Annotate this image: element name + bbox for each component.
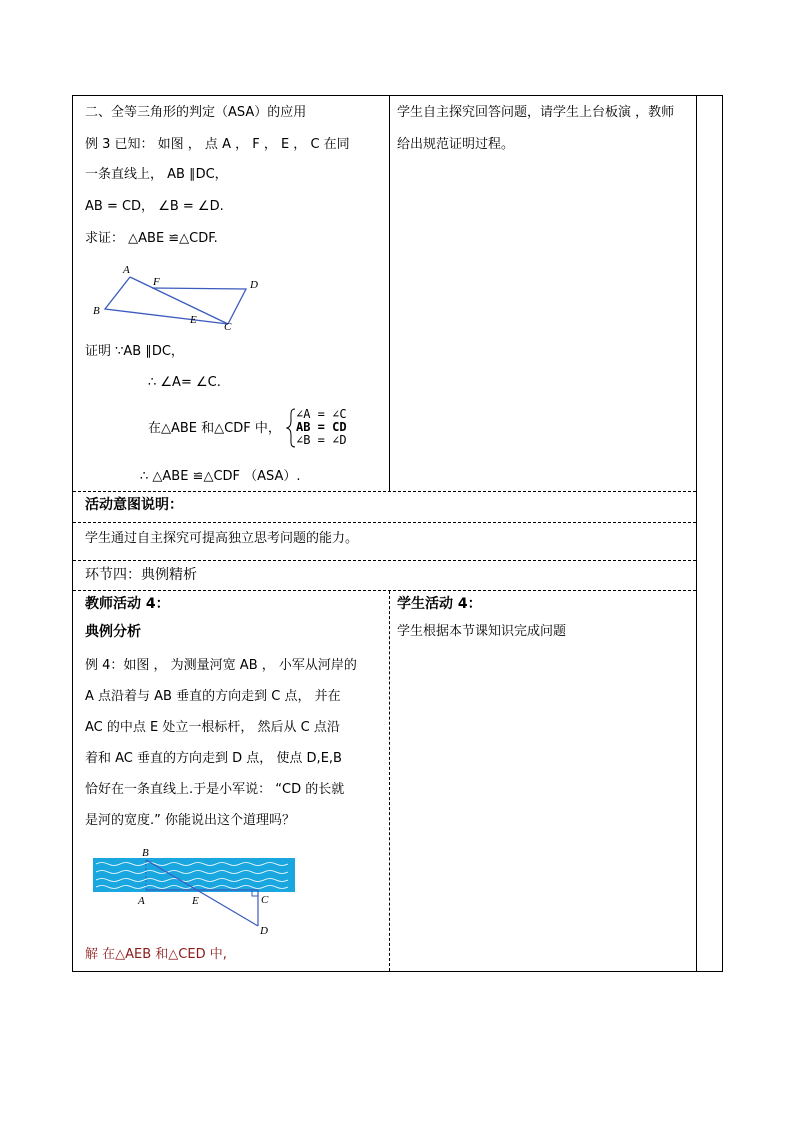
figure1-label-a: A — [123, 264, 130, 276]
proof-brace-line1: ∠A = ∠C — [296, 407, 347, 421]
example3-line3: AB = CD， ∠B = ∠D. — [85, 199, 224, 214]
separator-section4 — [73, 560, 696, 561]
figure1-triangle-abc — [105, 277, 228, 324]
proof-line2: ∴ ∠A= ∠C. — [148, 375, 221, 390]
proof-line1: 证明 ∵AB ∥DC， — [85, 344, 184, 359]
column-divider-top — [389, 95, 390, 492]
example3-line2: 一条直线上， AB ∥DC， — [85, 167, 228, 182]
separator-intent-text — [73, 522, 696, 523]
teacher-activity-title: 教师活动 4： — [85, 596, 170, 612]
example4-line4: 着和 AC 垂直的方向走到 D 点， 使点 D,E,B — [85, 751, 342, 766]
example4-line6: 是河的宽度.” 你能说出这个道理吗？ — [85, 813, 295, 828]
figure2-label-c: C — [261, 894, 269, 906]
figure1-label-d: D — [250, 279, 258, 291]
figure1-label-b: B — [93, 305, 100, 317]
separator-activities — [73, 590, 696, 591]
table-inner-right — [696, 95, 697, 972]
figure-triangles — [88, 258, 268, 336]
student-text-line2: 给出规范证明过程。 — [397, 137, 515, 152]
figure2-label-a: A — [138, 895, 145, 907]
figure-river — [88, 846, 300, 938]
example4-line2: A 点沿着与 AB 垂直的方向走到 C 点， 并在 — [85, 689, 341, 704]
figure2-label-e: E — [192, 895, 199, 907]
example4-line3: AC 的中点 E 处立一根标杆， 然后从 C 点沿 — [85, 720, 340, 735]
intent-title: 活动意图说明： — [85, 497, 183, 513]
example4-line1: 例 4：如图 ， 为测量河宽 AB ， 小军从河岸的 — [85, 658, 357, 673]
figure1-label-e: E — [190, 314, 197, 326]
section-heading: 二、全等三角形的判定（ASA）的应用 — [85, 105, 307, 120]
section4-title: 环节四：典例精析 — [85, 567, 197, 583]
student-activity-title: 学生活动 4： — [397, 596, 482, 612]
teacher-activity-subtitle: 典例分析 — [85, 624, 141, 640]
proof-brace-line2: AB = CD — [296, 420, 347, 434]
proof-conclusion: ∴ △ABE ≌△CDF （ASA）. — [140, 469, 301, 484]
figure1-label-c: C — [224, 321, 232, 333]
figure2-label-b: B — [142, 847, 149, 859]
figure1-line-ac — [130, 277, 228, 324]
figure1-label-f: F — [153, 276, 160, 288]
proof-line3: 在△ABE 和△CDF 中， — [148, 421, 281, 436]
table-border-bottom — [72, 971, 723, 972]
table-border-top — [72, 95, 723, 96]
separator-intent — [73, 491, 696, 492]
figure2-label-d: D — [260, 925, 268, 937]
example4-line5: 恰好在一条直线上.于是小军说： “CD 的长就 — [85, 782, 345, 797]
solution-line: 解 在△AEB 和△CED 中, — [85, 947, 227, 962]
intent-text: 学生通过自主探究可提高独立思考问题的能力。 — [85, 531, 359, 546]
student-text-line1: 学生自主探究回答问题，请学生上台板演 ，教师 — [397, 105, 675, 120]
prove-statement: 求证： △ABE ≌△CDF. — [85, 231, 218, 246]
figure1-triangle-cdf — [152, 288, 246, 324]
brace-icon — [286, 408, 296, 448]
column-divider-bottom — [389, 591, 390, 971]
proof-brace-line3: ∠B = ∠D — [296, 433, 347, 447]
table-border-left — [72, 95, 73, 972]
student-activity-text: 学生根据本节课知识完成问题 — [397, 624, 567, 639]
table-border-right — [722, 95, 723, 972]
example3-line1: 例 3 已知： 如图 ， 点 A ， F ， E ， C 在同 — [85, 137, 350, 152]
